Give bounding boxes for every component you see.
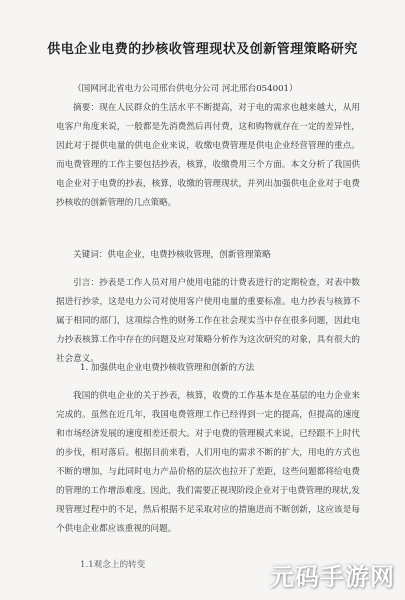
site-watermark-logo: 元码手游网 (270, 563, 395, 591)
abstract-paragraph: 摘要：现在人民群众的生活水平不断提高，对于电的需求也越来越大，从用电客户角度来说，一般都是先消费然后再付费，这和购物就存在一定的差异性，因此对于提供电量的供电企业来说，收缴电费管理是供电企业经营管理的重点。而电费管理的工作主要包括抄表，核算，收缴费用三个方面。本文分析了我国供电企业对于电费的抄表，核算，收缴的管理现状，并列出加强供电企业对于电费抄核收的创新管理的几点策略。 (56, 103, 360, 208)
subsection-1-1-heading: 1.1观念上的转变 (80, 560, 146, 570)
keywords-line: 关键词：供电企业，电费抄核收管理，创新管理策略 (73, 250, 271, 260)
document-title: 供电企业电费的抄核收管理现状及创新管理策略研究 (47, 42, 358, 57)
introduction-paragraph: 引言：抄表是工作人员对用户使用电能的计费表进行的定期检查，对表中数据进行抄录，这是电力公司对使用客户使用电量的重要标准。电力抄表与核算不属于相同的部门，这项综合性的财务工作在社会现实当中存在很多问题，因此电力抄表核算工作中存在的问题及应对策略分析作为这次研究的对象，具有很大的社会意义。 (56, 278, 360, 364)
author-affiliation: （国网河北省电力公司邢台供电分公司 河北邢台054001） (73, 84, 298, 94)
section-1-body: 我国的供电企业的关于抄表，核算，收费的工作基本是在基层的电力企业来完成的。虽然在近几年，我国电费管理工作已经得到一定的提高，但提高的速度和市场经济发展的速度相差还很大。对于电费的管理模式来说，已经跟不上时代的步伐，相对落后。根据目前来看，人们用电的需求不断的扩大，用电的方式也不断的增加，与此同时电力产品价格的层次也拉开了差距，这些问题都将给电费的管理的工作增添难度。因此，我们需要正视现阶段企业对于电费管理的现状,发现管理过程中的不足，然后根据不足采取对应的措施进而不断创新，这应该是每个供电企业都应该重视的问题。 (56, 391, 360, 534)
section-1-heading: 1. 加强供电企业电费抄核收管理和创新的方法 (80, 363, 255, 373)
